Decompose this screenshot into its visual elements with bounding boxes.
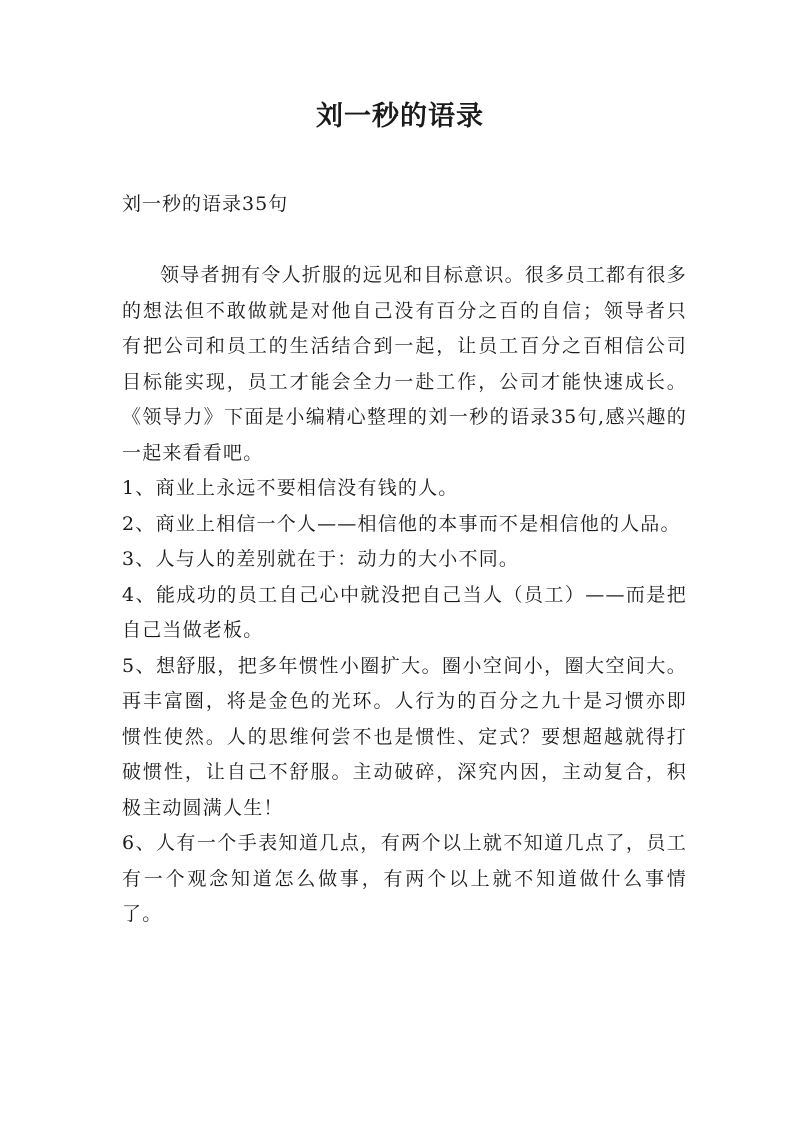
quote-item-2: 2、商业上相信一个人——相信他的本事而不是相信他的人品。	[122, 512, 681, 535]
quote-item-5: 5、想舒服，把多年惯性小圈扩大。圈小空间小，圈大空间大。再丰富圈，将是金色的光环。人行为的百分之九十是习惯亦即惯性使然。人的思维何尝不也是惯性、定式？要想超越就得打破惯性，让自己不舒服。主动破碎，深究内因，主动复合，积极主动圆满人生！	[122, 654, 687, 819]
document-subtitle: 刘一秒的语录35句	[122, 193, 289, 215]
quote-item-1: 1、商业上永远不要相信没有钱的人。	[122, 477, 459, 499]
document-title: 刘一秒的语录	[316, 101, 484, 132]
quote-item-4: 4、能成功的员工自己心中就没把自己当人（员工）——而是把自己当做老板。	[122, 583, 687, 641]
document-body	[122, 258, 687, 933]
quote-item-6: 6、人有一个手表知道几点，有两个以上就不知道几点了，员工有一个观念知道怎么做事，有两个以上就不知道做什么事情了。	[122, 832, 687, 925]
quote-item-3: 3、人与人的差别就在于：动力的大小不同。	[122, 548, 520, 570]
intro-paragraph: 领导者拥有令人折服的远见和目标意识。很多员工都有很多的想法但不敢做就是对他自己没有百分之百的自信；领导者只有把公司和员工的生活结合到一起，让员工百分之百相信公司目标能实现，员工才能会全力一赴工作，公司才能快速成长。《领导力》下面是小编精心整理的刘一秒的语录35句,感兴趣的一起来看看吧。	[122, 264, 687, 464]
